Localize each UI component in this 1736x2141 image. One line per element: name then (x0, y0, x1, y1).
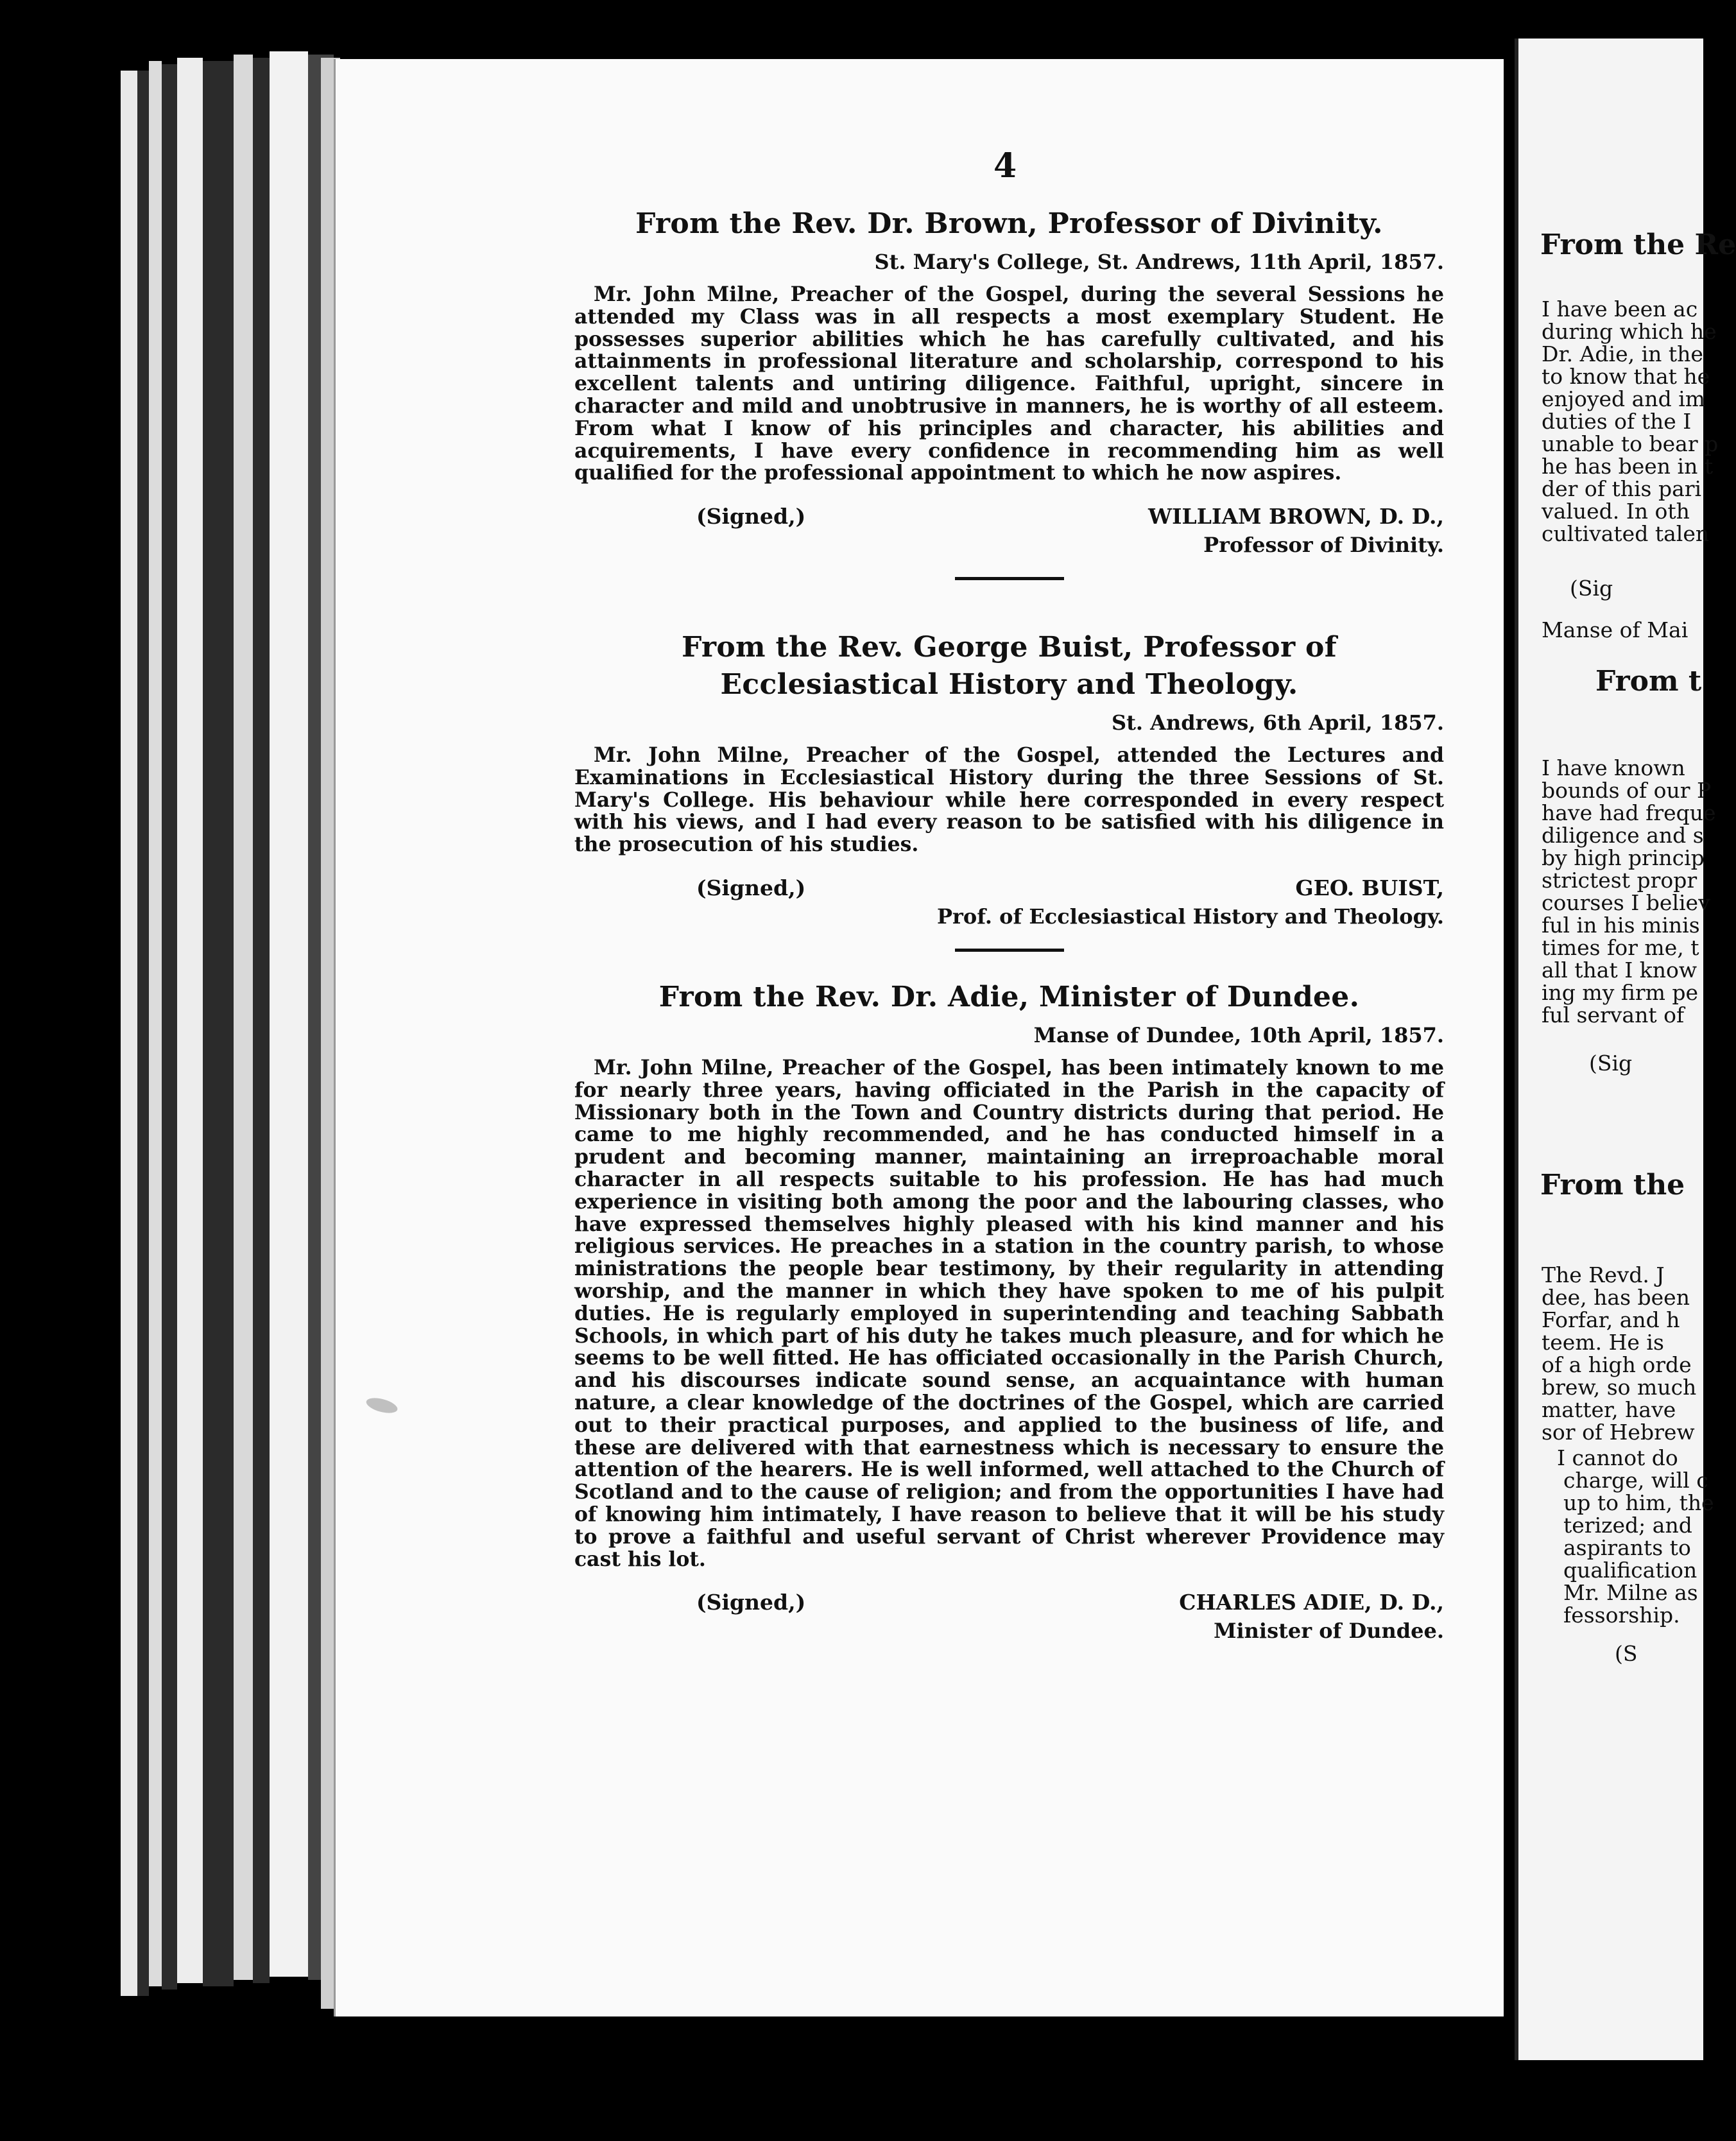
signed-label: (Signed,) (696, 1590, 806, 1615)
signatory-title: Prof. of Ecclesiastical History and Theology. (936, 904, 1444, 929)
page-number: 4 (993, 146, 1017, 185)
signature-row (574, 503, 1444, 531)
next-page-line: diligence and s (1542, 823, 1704, 848)
page-edge (121, 71, 137, 1996)
page-edge (253, 58, 270, 1983)
next-page-line: duties of the I (1542, 409, 1692, 434)
signatory-name: CHARLES ADIE, D. D., (1179, 1590, 1444, 1615)
next-page-line: of a high orde (1542, 1352, 1692, 1377)
next-page-line: he has been in t (1542, 454, 1714, 479)
page-edge (270, 51, 308, 1977)
signed-label: (Signed,) (696, 875, 806, 900)
letter-dateline: Manse of Dundee, 10th April, 1857. (1033, 1023, 1444, 1047)
next-page-heading: From the (1540, 1169, 1685, 1201)
next-page-line: Forfar, and h (1542, 1307, 1680, 1332)
next-page-line: ing my firm pe (1542, 980, 1699, 1005)
next-page-line: charge, will c (1563, 1468, 1708, 1493)
letter-adie (574, 979, 1444, 1645)
next-page-line: brew, so much (1542, 1375, 1697, 1400)
next-page-line: to know that he (1542, 364, 1710, 389)
next-page-place: Manse of Mai (1542, 617, 1689, 642)
next-page-line: bounds of our P (1542, 778, 1712, 803)
letter-dateline: St. Andrews, 6th April, 1857. (1111, 710, 1444, 735)
next-page-line: fessorship. (1563, 1603, 1680, 1628)
letter-body: Mr. John Milne, Preacher of the Gospel, has been intimately known to me for nearly three years, having officiated in the Parish in the capacity of Missionary both in the Town and Country districts during that period. He came to me highly recommended, and he has conducted himself in a prudent and becoming manner, maintaining an irreproachable moral character in all respects suitable to his profession. He has had much experience in visiting both among the poor and the labouring classes, who have expressed themselves highly pleased with his kind manner and his religious services. He preaches in a station in the country parish, to whose ministrations the people bear testimony, by their regularity in attending worship, and the manner in which they have spoken to me of his pulpit duties. He is regularly employed in superintending and teaching Sabbath Schools, in which part of his duty he takes much pleasure, and for which he seems to be well fitted. He has officiated occasionally in the Parish Church, and his discourses indicate sound sense, an acquaintance with human nature, a clear knowledge of the doctrines of the Gospel, which are carried out to their practical purposes, and applied to the business of life, and these are delivered with that earnestness which is necessary to ensure the attention of the hearers. He is well informed, well attached to the Church of Scotland and to the cause of religion; and from the opportunities I have had of knowing him intimately, I have reason to believe that it will be his study to prove a faithful and useful servant of Christ wherever Providence may cast his lot. (574, 1056, 1444, 1571)
signed-label: (Signed,) (696, 504, 806, 529)
page-edge (203, 61, 234, 1986)
next-page-signed: (S (1615, 1641, 1638, 1666)
signature-row (574, 874, 1444, 902)
next-page-line: teem. He is (1542, 1330, 1664, 1355)
next-page-line: by high princip (1542, 845, 1705, 870)
next-page-signed: (Sig (1589, 1051, 1633, 1076)
page-edge (234, 55, 253, 1980)
letter-heading: From the Rev. George Buist, Professor of Ecclesiastical History and Theology. (682, 631, 1337, 701)
next-page-line: Dr. Adie, in the (1542, 341, 1703, 366)
next-page-line: cultivated talen (1542, 521, 1710, 546)
next-page-line: qualification (1563, 1558, 1697, 1583)
next-page-line: strictest propr (1542, 868, 1697, 893)
next-page-line: unable to bear p (1542, 431, 1719, 456)
next-page-line: terized; and (1563, 1513, 1692, 1538)
next-page-line: times for me, t (1542, 935, 1699, 960)
next-page-line: valued. In oth (1542, 499, 1690, 524)
page-edge (162, 64, 177, 1990)
next-page-line: der of this pari (1542, 476, 1702, 501)
signature-row (574, 1588, 1444, 1617)
next-page-line: I have known (1542, 755, 1685, 780)
divider-rule (955, 949, 1064, 952)
letter-brown (574, 205, 1444, 593)
next-page-line: I cannot do (1557, 1445, 1678, 1470)
next-page-heading: From t (1595, 665, 1702, 698)
next-page-line: dee, has been (1542, 1285, 1690, 1310)
letter-heading: From the Rev. Dr. Brown, Professor of Divinity. (635, 207, 1383, 240)
next-page-heading: From the Re (1540, 228, 1736, 261)
signatory-name: GEO. BUIST, (1295, 875, 1444, 900)
letter-body: Mr. John Milne, Preacher of the Gospel, during the several Sessions he attended my Class was in all respects a most exemplary Student. He possesses superior abilities which he has carefully cultivated, and his attainments in professional literature and scholarship, correspond to his excellent talents and untiring diligence. Faithful, upright, sincere in character and mild and unobtrusive in manners, he is worthy of all esteem. From what I know of his principles and character, his abilities and acquirements, I have every confidence in recommending him as well qualified for the professional appointment to which he now aspires. (574, 282, 1444, 485)
signatory-name: WILLIAM BROWN, D. D., (1148, 504, 1444, 529)
next-page-line: ful servant of (1542, 1002, 1685, 1028)
letter-dateline: St. Mary's College, St. Andrews, 11th April, 1857. (874, 250, 1444, 274)
letter-buist (574, 629, 1444, 965)
page-edge (177, 58, 203, 1983)
letter-body: Mr. John Milne, Preacher of the Gospel, attended the Lectures and Examinations in Ecclesiastical History during the three Sessions of St. Mary's College. His behaviour while here corresponded in every respect with his views, and I had every reason to be satisfied with his diligence in the prosecution of his studies. (574, 743, 1444, 857)
next-page-line: I have been ac (1542, 297, 1698, 322)
signatory-title: Minister of Dundee. (1214, 1619, 1444, 1644)
letter-heading: From the Rev. Dr. Adie, Minister of Dundee. (658, 981, 1360, 1013)
next-page-line: aspirants to (1563, 1535, 1691, 1560)
next-page-signed: (Sig (1570, 576, 1613, 601)
divider-rule (955, 577, 1064, 580)
next-page-line: The Revd. J (1542, 1262, 1665, 1287)
next-page-line: enjoyed and im (1542, 386, 1706, 411)
next-page-line: have had freque (1542, 800, 1716, 825)
next-page-line: up to him, the (1563, 1490, 1714, 1515)
next-page-line: ful in his minis (1542, 913, 1700, 938)
next-page-line: Mr. Milne as (1563, 1580, 1698, 1605)
page-edge (149, 61, 162, 1986)
page-edge (137, 71, 149, 1996)
next-page-line: during which he (1542, 319, 1717, 344)
signatory-title: Professor of Divinity. (1203, 533, 1444, 558)
next-page-line: matter, have (1542, 1397, 1676, 1422)
next-page-line: sor of Hebrew (1542, 1420, 1695, 1445)
adjacent-page (1515, 39, 1736, 2060)
next-page-line: courses I believ (1542, 890, 1710, 915)
next-page-line: all that I know (1542, 958, 1697, 983)
